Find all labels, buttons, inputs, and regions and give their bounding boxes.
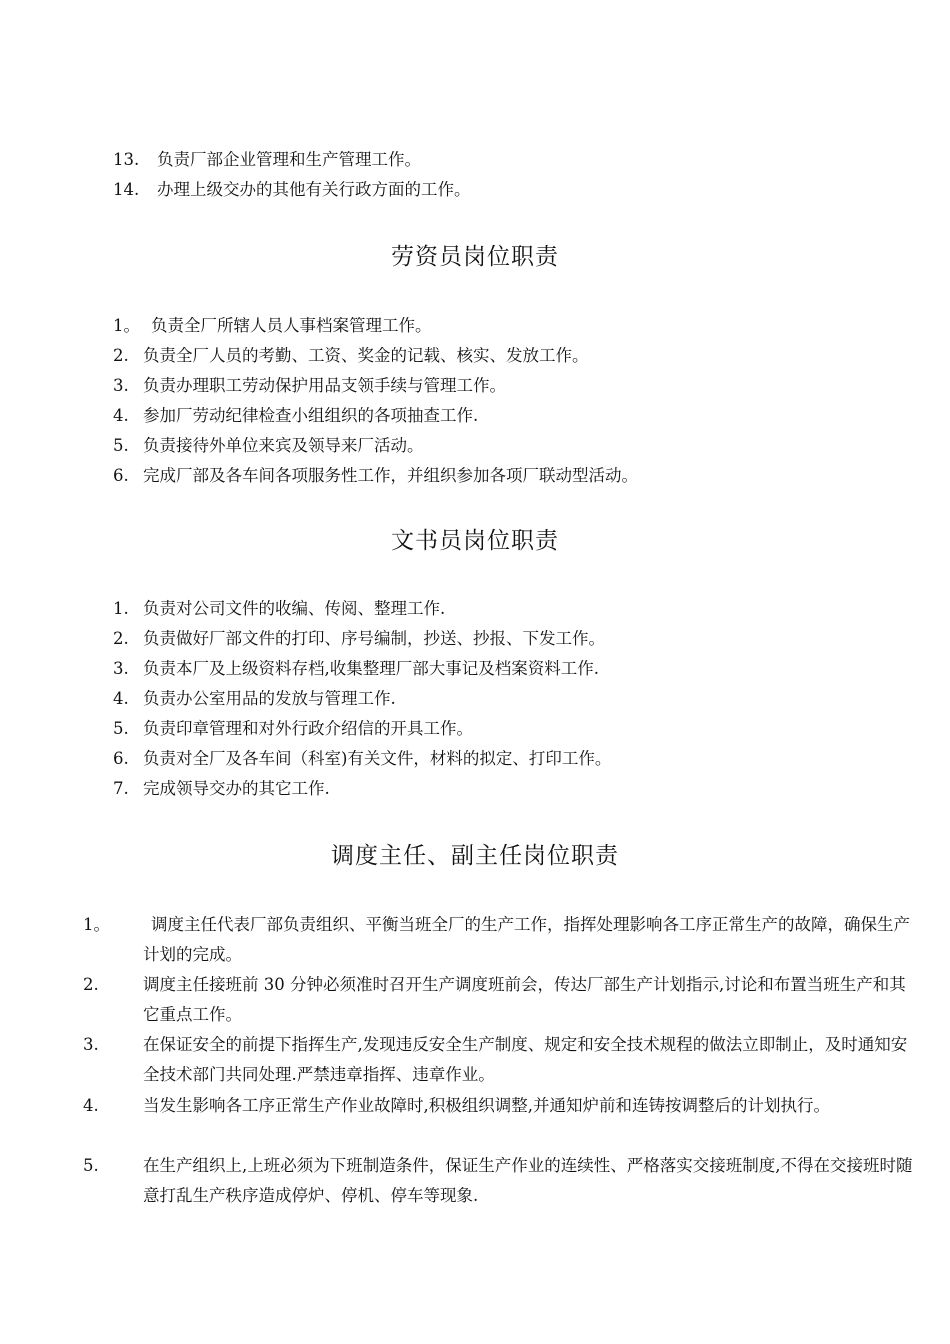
item-number: 13. (113, 150, 140, 169)
item-text: 负责办理职工劳动保护用品支领手续与管理工作。 (143, 376, 506, 395)
list-item (113, 311, 893, 341)
list-item (83, 1151, 913, 1211)
item-number: 4. (113, 689, 129, 708)
list-item (113, 624, 893, 654)
list-item (113, 744, 893, 774)
item-text: 负责印章管理和对外行政介绍信的开具工作。 (143, 719, 473, 738)
list-item (83, 970, 913, 1030)
section-heading-dispatch: 调度主任、副主任岗位职责 (331, 843, 619, 869)
item-number: 1。 (113, 316, 140, 335)
item-number: 4. (83, 1096, 99, 1115)
item-text: 在保证安全的前提下指挥生产,发现违反安全生产制度、规定和安全技术规程的做法立即制止，及时通知安全技术部门共同处理.严禁违章指挥、违章作业。 (143, 1035, 908, 1084)
item-number: 3. (113, 659, 129, 678)
list-item (113, 431, 893, 461)
list-item (113, 401, 893, 431)
list-item (113, 654, 893, 684)
item-text: 负责接待外单位来宾及领导来厂活动。 (143, 436, 424, 455)
list-item (113, 684, 893, 714)
item-text: 办理上级交办的其他有关行政方面的工作。 (157, 180, 471, 199)
item-text: 调度主任代表厂部负责组织、平衡当班全厂的生产工作，指挥处理影响各工序正常生产的故障，确保生产计划的完成。 (143, 915, 910, 964)
list-item (113, 341, 893, 371)
item-number: 14. (113, 180, 140, 199)
item-text: 负责对公司文件的收编、传阅、整理工作. (143, 599, 446, 618)
section-heading-labor: 劳资员岗位职责 (391, 244, 559, 270)
item-number: 3. (113, 376, 129, 395)
item-text: 在生产组织上,上班必须为下班制造条件，保证生产作业的连续性、严格落实交接班制度,不得在交接班时随意打乱生产秩序造成停炉、停机、停车等现象. (143, 1156, 913, 1205)
item-number: 6. (113, 466, 129, 485)
item-number: 7. (113, 779, 129, 798)
item-text: 当发生影响各工序正常生产作业故障时,积极组织调整,并通知炉前和连铸按调整后的计划执行。 (143, 1096, 830, 1115)
list-item (83, 910, 913, 970)
list-item (113, 461, 893, 491)
item-text: 负责本厂及上级资料存档,收集整理厂部大事记及档案资料工作. (143, 659, 599, 678)
section-heading-clerk: 文书员岗位职责 (391, 528, 559, 554)
item-number: 2. (113, 346, 129, 365)
item-text: 负责做好厂部文件的打印、序号编制，抄送、抄报、下发工作。 (143, 629, 605, 648)
item-number: 2. (113, 629, 129, 648)
item-number: 2. (83, 975, 99, 994)
item-text: 负责全厂人员的考勤、工资、奖金的记载、核实、发放工作。 (143, 346, 589, 365)
item-number: 1. (113, 599, 129, 618)
item-text: 负责厂部企业管理和生产管理工作。 (157, 150, 421, 169)
item-text: 负责全厂所辖人员人事档案管理工作。 (151, 316, 432, 335)
list-item (113, 774, 893, 804)
item-text: 调度主任接班前 30 分钟必须准时召开生产调度班前会，传达厂部生产计划指示,讨论和布置当班生产和其它重点工作。 (143, 975, 906, 1024)
list-item (113, 594, 893, 624)
list-item (83, 1030, 913, 1090)
list-item (83, 1091, 913, 1121)
item-text: 负责对全厂及各车间（科室)有关文件，材料的拟定、打印工作。 (143, 749, 612, 768)
item-number: 6. (113, 749, 129, 768)
item-number: 5. (113, 436, 129, 455)
item-number: 1。 (83, 915, 110, 934)
item-text: 负责办公室用品的发放与管理工作. (143, 689, 396, 708)
item-number: 3. (83, 1035, 99, 1054)
item-text: 完成领导交办的其它工作. (143, 779, 330, 798)
item-text: 参加厂劳动纪律检查小组组织的各项抽查工作. (143, 406, 479, 425)
list-item (113, 145, 893, 175)
list-item (113, 714, 893, 744)
item-text: 完成厂部及各车间各项服务性工作，并组织参加各项厂联动型活动。 (143, 466, 638, 485)
item-number: 5. (83, 1156, 99, 1175)
item-number: 5. (113, 719, 129, 738)
list-item (113, 371, 893, 401)
list-item (113, 175, 893, 205)
item-number: 4. (113, 406, 129, 425)
